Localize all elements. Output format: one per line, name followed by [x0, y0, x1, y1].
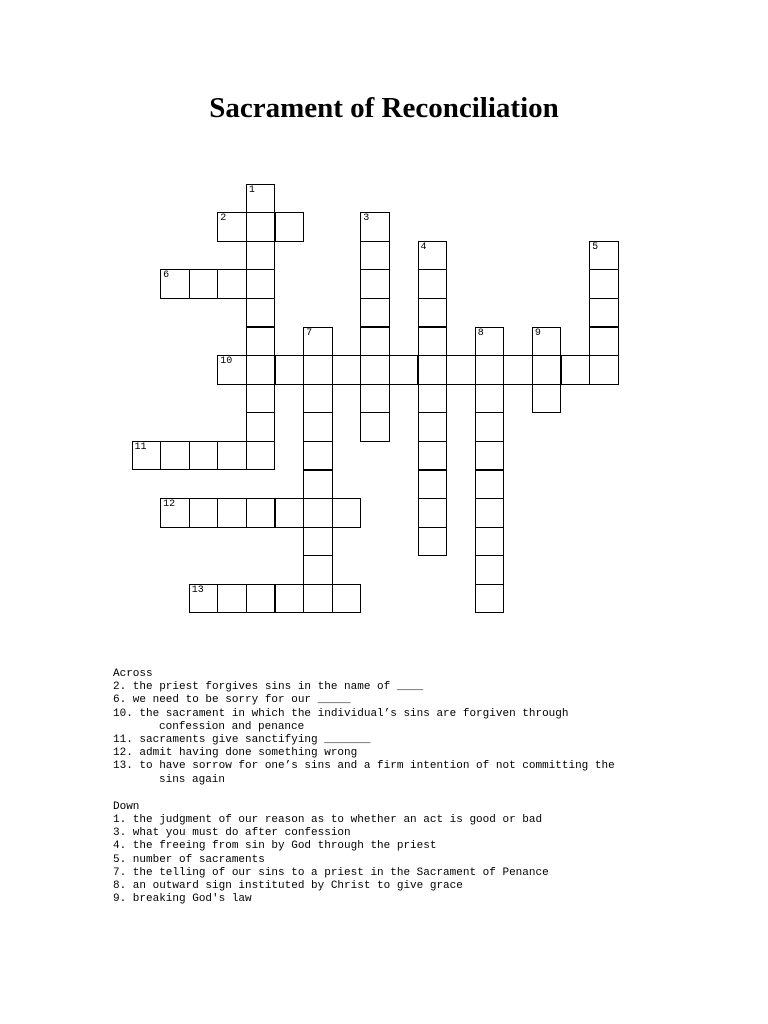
grid-cell[interactable]	[303, 498, 333, 528]
grid-cell[interactable]	[217, 441, 247, 471]
grid-cell[interactable]	[303, 412, 333, 442]
grid-cell[interactable]	[389, 355, 419, 385]
grid-cell[interactable]	[332, 498, 362, 528]
grid-cell[interactable]	[360, 241, 390, 271]
grid-cell[interactable]	[475, 327, 505, 357]
grid-cell[interactable]	[418, 298, 448, 328]
grid-cell[interactable]	[275, 584, 305, 614]
grid-cell[interactable]	[246, 441, 276, 471]
grid-cell[interactable]	[418, 327, 448, 357]
clue-item: 12. admit having done something wrong	[113, 747, 358, 760]
grid-cell[interactable]	[475, 441, 505, 471]
grid-cell[interactable]	[246, 584, 276, 614]
grid-cell[interactable]	[418, 527, 448, 557]
grid-cell[interactable]	[246, 241, 276, 271]
grid-cell[interactable]	[475, 412, 505, 442]
grid-cell[interactable]	[360, 212, 390, 242]
clue-number: 12	[163, 499, 176, 511]
grid-cell[interactable]	[246, 355, 276, 385]
grid-cell[interactable]	[246, 184, 276, 214]
clue-list	[113, 668, 753, 906]
clue-item: 5. number of sacraments	[113, 853, 265, 866]
clue-continuation: sins again	[159, 773, 226, 786]
grid-cell[interactable]	[475, 555, 505, 585]
clue-item: 4. the freeing from sin by God through the priest	[113, 840, 437, 853]
grid-cell[interactable]	[189, 498, 219, 528]
grid-cell[interactable]	[189, 441, 219, 471]
grid-cell[interactable]	[360, 355, 390, 385]
grid-cell[interactable]	[217, 355, 247, 385]
grid-cell[interactable]	[189, 269, 219, 299]
grid-cell[interactable]	[217, 212, 247, 242]
grid-cell[interactable]	[246, 269, 276, 299]
across-heading: Across	[113, 668, 153, 680]
grid-cell[interactable]	[589, 241, 619, 271]
grid-cell[interactable]	[246, 384, 276, 414]
grid-cell[interactable]	[418, 498, 448, 528]
grid-cell[interactable]	[589, 269, 619, 299]
grid-cell[interactable]	[589, 355, 619, 385]
grid-cell[interactable]	[532, 355, 562, 385]
clue-item: 6. we need to be sorry for our _____	[113, 694, 351, 707]
grid-cell[interactable]	[303, 355, 333, 385]
grid-cell[interactable]	[246, 412, 276, 442]
page-title: Sacrament of Reconciliation	[209, 92, 559, 124]
clue-number: 6	[163, 270, 170, 282]
grid-cell[interactable]	[446, 355, 476, 385]
grid-cell[interactable]	[132, 441, 162, 471]
grid-cell[interactable]	[160, 498, 190, 528]
clue-item: 9. breaking God's law	[113, 893, 252, 906]
clue-number: 3	[363, 213, 370, 225]
clue-number: 5	[592, 241, 599, 253]
grid-cell[interactable]	[532, 384, 562, 414]
clue-item: 3. what you must do after confession	[113, 827, 351, 840]
section-gap	[113, 787, 753, 801]
grid-cell[interactable]	[275, 212, 305, 242]
clue-item: 8. an outward sign instituted by Christ to give grace	[113, 880, 463, 893]
grid-cell[interactable]	[246, 212, 276, 242]
grid-cell[interactable]	[189, 584, 219, 614]
grid-cell[interactable]	[275, 498, 305, 528]
grid-cell[interactable]	[246, 498, 276, 528]
clue-item: 1. the judgment of our reason as to whether an act is good or bad	[113, 814, 543, 827]
grid-cell[interactable]	[303, 527, 333, 557]
grid-cell[interactable]	[303, 555, 333, 585]
grid-cell[interactable]	[418, 355, 448, 385]
grid-cell[interactable]	[275, 355, 305, 385]
grid-cell[interactable]	[246, 298, 276, 328]
grid-cell[interactable]	[217, 269, 247, 299]
grid-cell[interactable]	[303, 384, 333, 414]
clue-item: 7. the telling of our sins to a priest in the Sacrament of Penance	[113, 866, 549, 879]
down-section	[113, 801, 753, 907]
grid-cell[interactable]	[360, 298, 390, 328]
grid-cell[interactable]	[246, 327, 276, 357]
grid-cell[interactable]	[503, 355, 533, 385]
clue-number: 10	[220, 356, 233, 368]
clue-item: 13. to have sorrow for one’s sins and a firm intention of not committing the	[113, 760, 615, 773]
grid-cell[interactable]	[418, 470, 448, 500]
grid-cell[interactable]	[475, 384, 505, 414]
clue-number: 9	[534, 327, 541, 339]
grid-cell[interactable]	[360, 384, 390, 414]
clue-number: 7	[306, 327, 313, 339]
clue-number: 11	[134, 441, 147, 453]
grid-cell[interactable]	[475, 355, 505, 385]
grid-cell[interactable]	[332, 584, 362, 614]
clue-continuation: confession and penance	[159, 720, 305, 733]
grid-cell[interactable]	[475, 527, 505, 557]
grid-cell[interactable]	[561, 355, 591, 385]
down-heading: Down	[113, 800, 140, 813]
grid-cell[interactable]	[475, 470, 505, 500]
grid-cell[interactable]	[217, 498, 247, 528]
clue-item: 11. sacraments give sanctifying _______	[113, 734, 371, 747]
clue-item: 2. the priest forgives sins in the name of ____	[113, 681, 424, 694]
clue-number: 4	[420, 241, 427, 253]
grid-cell[interactable]	[303, 470, 333, 500]
grid-cell[interactable]	[160, 441, 190, 471]
grid-cell[interactable]	[589, 298, 619, 328]
grid-cell[interactable]	[418, 412, 448, 442]
grid-cell[interactable]	[332, 355, 362, 385]
clue-number: 1	[248, 184, 255, 196]
across-clues	[113, 681, 753, 787]
grid-cell[interactable]	[217, 584, 247, 614]
grid-cell[interactable]	[360, 269, 390, 299]
across-section	[113, 668, 753, 787]
grid-cell[interactable]	[360, 412, 390, 442]
down-clues	[113, 814, 753, 906]
grid-cell[interactable]	[303, 327, 333, 357]
grid-cell[interactable]	[418, 269, 448, 299]
grid-cell[interactable]	[303, 441, 333, 471]
grid-cell[interactable]	[303, 584, 333, 614]
grid-cell[interactable]	[418, 441, 448, 471]
grid-cell[interactable]	[418, 384, 448, 414]
grid-cell[interactable]	[418, 241, 448, 271]
clue-number: 13	[191, 584, 204, 596]
clue-item: 10. the sacrament in which the individual’s sins are forgiven through	[113, 707, 569, 720]
grid-cell[interactable]	[360, 327, 390, 357]
clue-number: 8	[477, 327, 484, 339]
grid-cell[interactable]	[160, 269, 190, 299]
grid-cell[interactable]	[532, 327, 562, 357]
grid-cell[interactable]	[589, 327, 619, 357]
clue-number: 2	[220, 213, 227, 225]
grid-cell[interactable]	[475, 498, 505, 528]
grid-cell[interactable]	[475, 584, 505, 614]
